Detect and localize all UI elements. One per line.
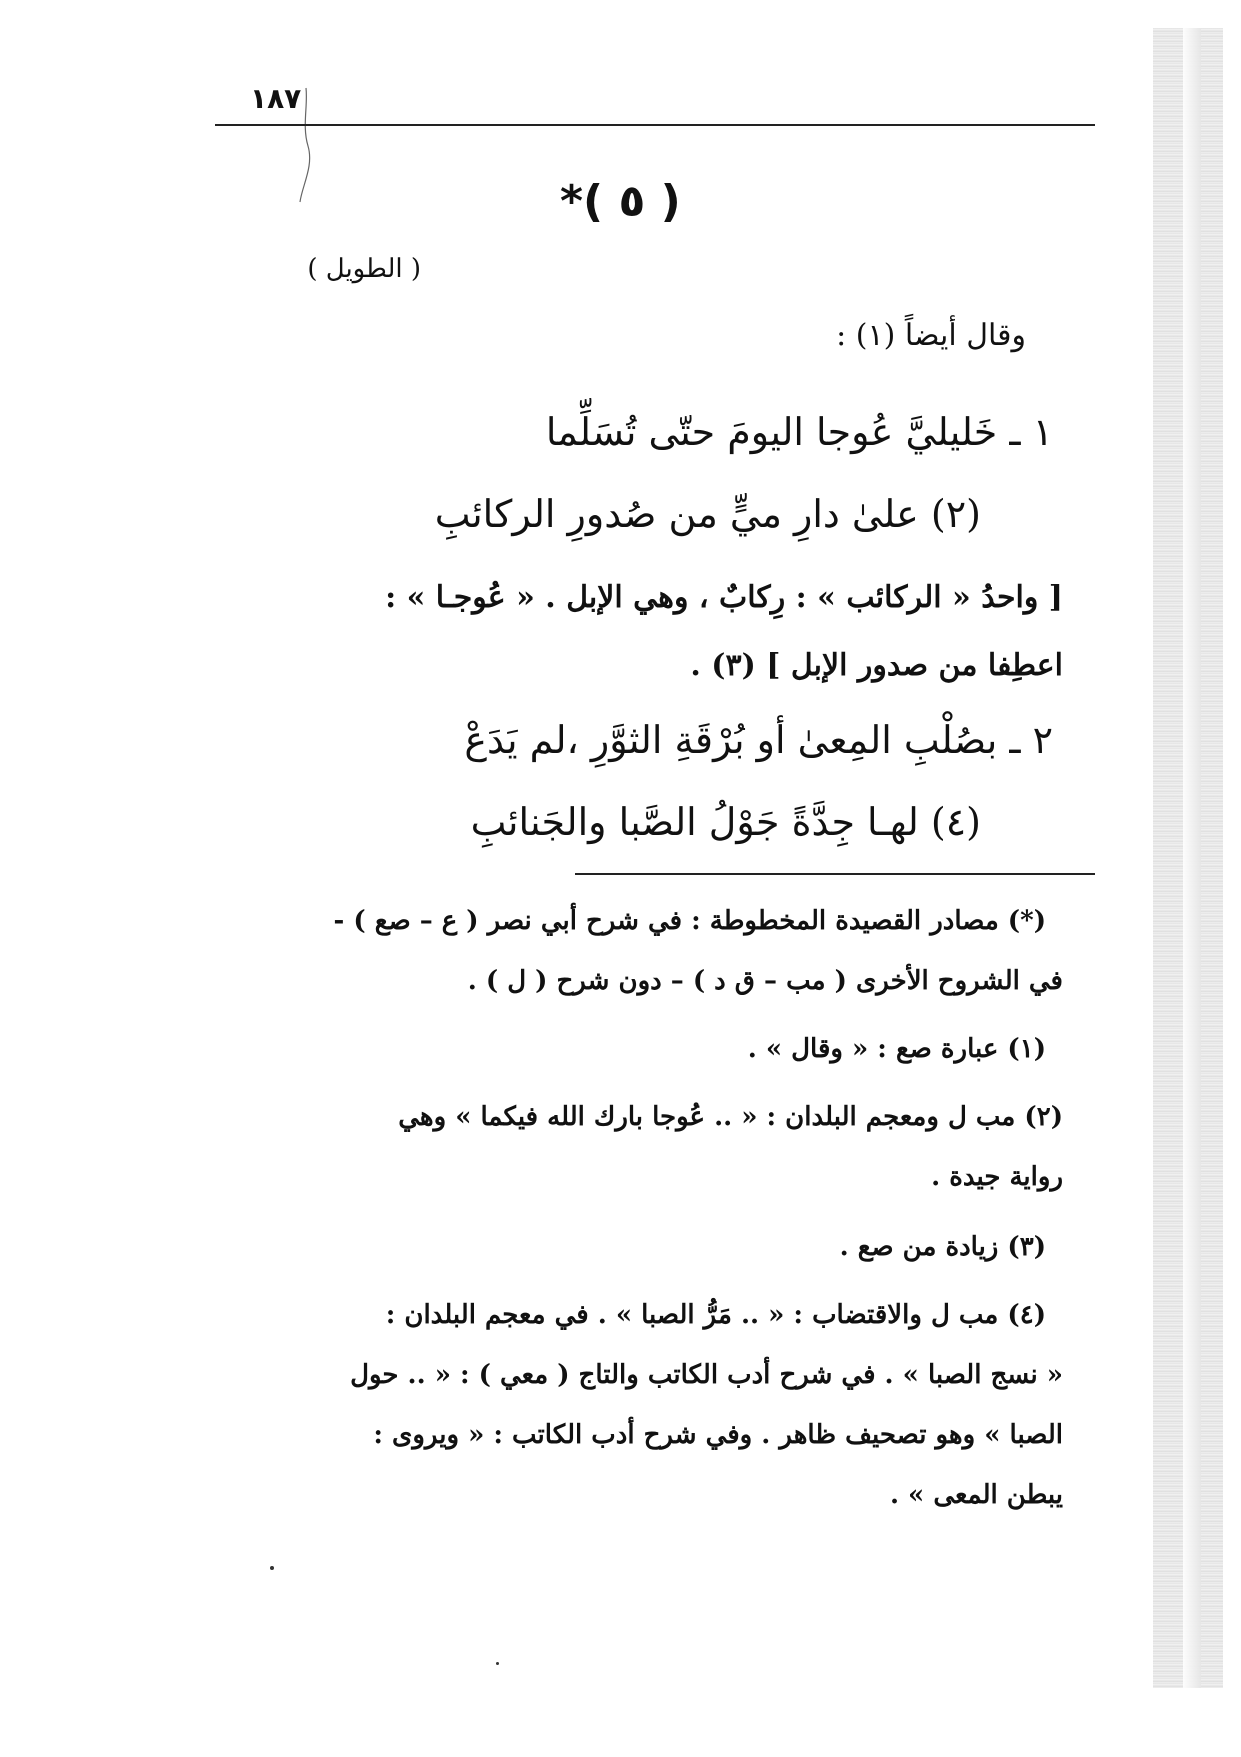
scan-speck: [270, 1566, 274, 1570]
footnote-line: الصبا » وهو تصحيف ظاهر . وفي شرح أدب الكاتب : « ويروى :: [373, 1420, 1063, 1450]
footnote-line: (*) مصادر القصيدة المخطوطة : في شرح أبي نصر ( ع – صع ) -: [333, 906, 1046, 936]
footnote-rule: [575, 873, 1095, 875]
verse-1-second-hemistich: (٢) علىٰ دارِ ميٍّ من صُدورِ الركائبِ: [434, 492, 981, 536]
footnote-line: (١) عبارة صع : « وقال » .: [747, 1034, 1046, 1064]
pencil-mark-icon: [296, 86, 316, 204]
scan-speck: [496, 1662, 499, 1665]
footnote-line: في الشروح الأخرى ( مب – ق د ) – دون شرح ( ل ) .: [467, 966, 1063, 996]
header-rule: [215, 124, 1095, 126]
gloss-line-2: اعطِفا من صدور الإبل ] (٣) .: [690, 648, 1063, 683]
footnote-line: رواية جيدة .: [931, 1162, 1063, 1192]
footnote-line: « نسج الصبا » . في شرح أدب الكاتب والتاج ( معي ) : « .. حول: [350, 1360, 1063, 1390]
verse-2-second-hemistich: (٤) لهـا جِدَّةً جَوْلُ الصَّبا والجَنائبِ: [470, 800, 981, 844]
page-number: ١٨٧: [250, 82, 302, 115]
footnote-line: (٣) زيادة من صع .: [839, 1232, 1046, 1262]
footnote-line: (٢) مب ل ومعجم البلدان : « .. عُوجا بارك الله فيكما » وهي: [398, 1102, 1063, 1132]
poem-number: ( ٥ )*: [560, 176, 681, 227]
footnote-line: (٤) مب ل والاقتضاب : « .. مَرُّ الصبا » . في معجم البلدان :: [385, 1300, 1046, 1330]
meter-label: ( الطويل ): [307, 254, 421, 284]
verse-2-first-hemistich: ٢ ـ بصُلْبِ المِعىٰ أو بُرْقَةِ الثوَّرِ ،لم يَدَعْ: [464, 718, 1053, 762]
verse-1-first-hemistich: ١ ـ خَليليَّ عُوجا اليومَ حتّى تُسَلِّما: [545, 410, 1053, 454]
intro-line: وقال أيضاً (١) :: [836, 318, 1026, 353]
scanned-page-edge-shadow: [1183, 28, 1201, 1688]
gloss-line-1: [ واحدُ « الركائب » : رِكابٌ ، وهي الإبل . « عُوجـا » :: [385, 580, 1063, 615]
footnote-line: يبطن المعى » .: [889, 1480, 1063, 1510]
